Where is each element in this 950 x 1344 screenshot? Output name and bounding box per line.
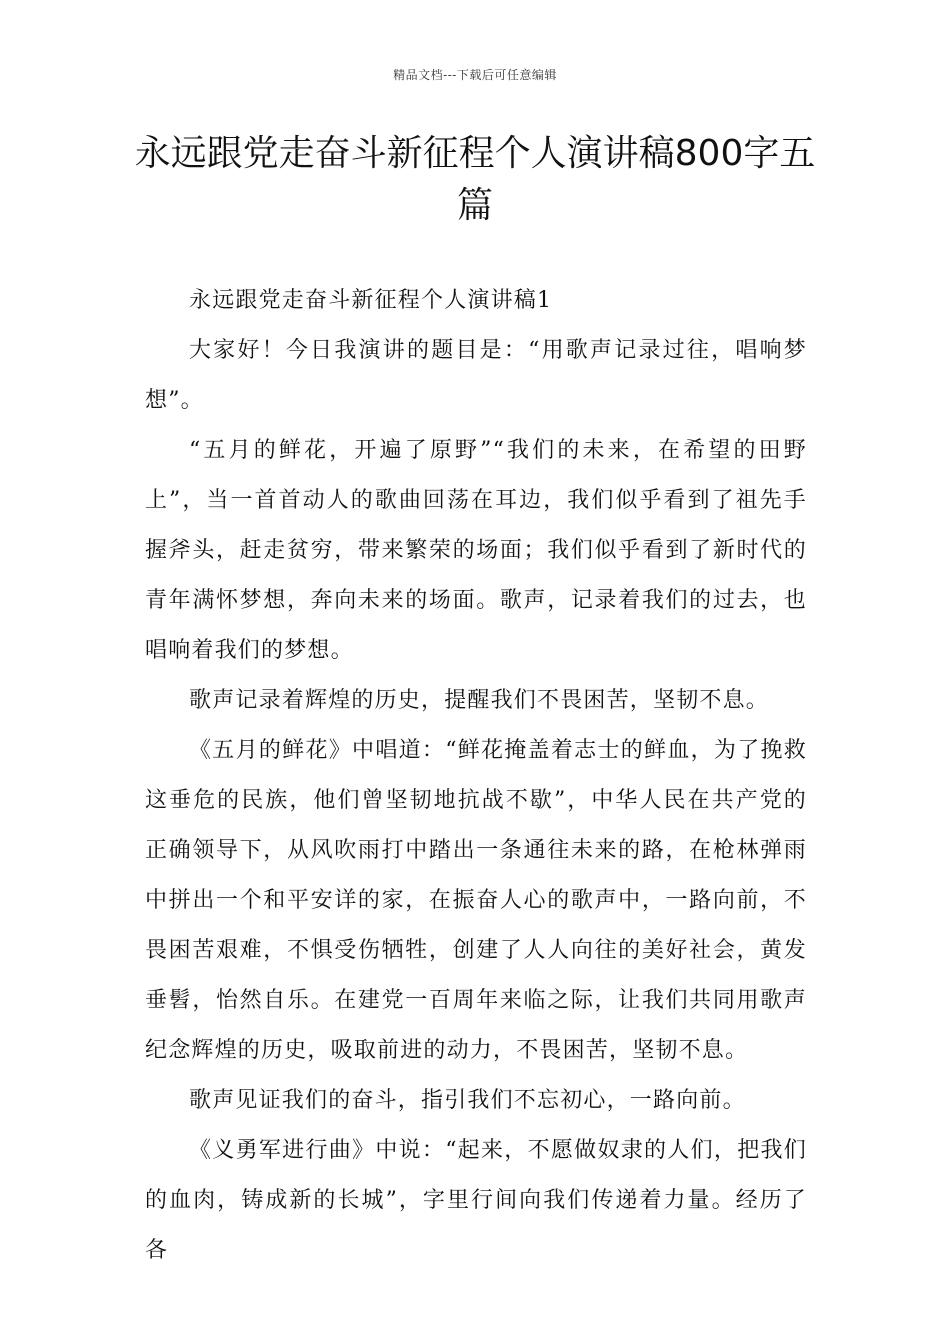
document-title: 永远跟党走奋斗新征程个人演讲稿800字五篇 [134, 133, 816, 226]
document-body [145, 276, 807, 1276]
paragraph: 歌声见证我们的奋斗，指引我们不忘初心，一路向前。 [189, 1088, 746, 1113]
paragraph: 《义勇军进行曲》中说：“起来，不愿做奴隶的人们，把我们的血肉，铸成新的长城”，字里行间向我们传递着力量。经历了各 [145, 1138, 807, 1263]
section-heading: 永远跟党走奋斗新征程个人演讲稿1 [189, 288, 553, 313]
paragraph: “五月的鲜花，开遍了原野”“我们的未来，在希望的田野上”，当一首首动人的歌曲回荡在耳边，我们似乎看到了祖先手握斧头，赶走贫穷，带来繁荣的场面；我们似乎看到了新时代的青年满怀梦想，奔向未来的场面。歌声，记录着我们的过去，也唱响着我们的梦想。 [145, 438, 807, 663]
paragraph: 歌声记录着辉煌的历史，提醒我们不畏困苦，坚韧不息。 [189, 688, 770, 713]
paragraph: 《五月的鲜花》中唱道：“鲜花掩盖着志士的鲜血，为了挽救这垂危的民族，他们曾坚韧地抗战不歇”，中华人民在共产党的正确领导下，从风吹雨打中踏出一条通往未来的路，在枪林弹雨中拼出一个和平安详的家，在振奋人心的歌声中，一路向前，不畏困苦艰难，不惧受伤牺牲，创建了人人向往的美好社会，黄发垂髫，怡然自乐。在建党一百周年来临之际，让我们共同用歌声纪念辉煌的历史，吸取前进的动力，不畏困苦，坚韧不息。 [145, 738, 807, 1063]
header-note: 精品文档---下载后可任意编辑 [393, 68, 557, 82]
paragraph: 大家好！今日我演讲的题目是：“用歌声记录过往，唱响梦想”。 [145, 338, 807, 413]
